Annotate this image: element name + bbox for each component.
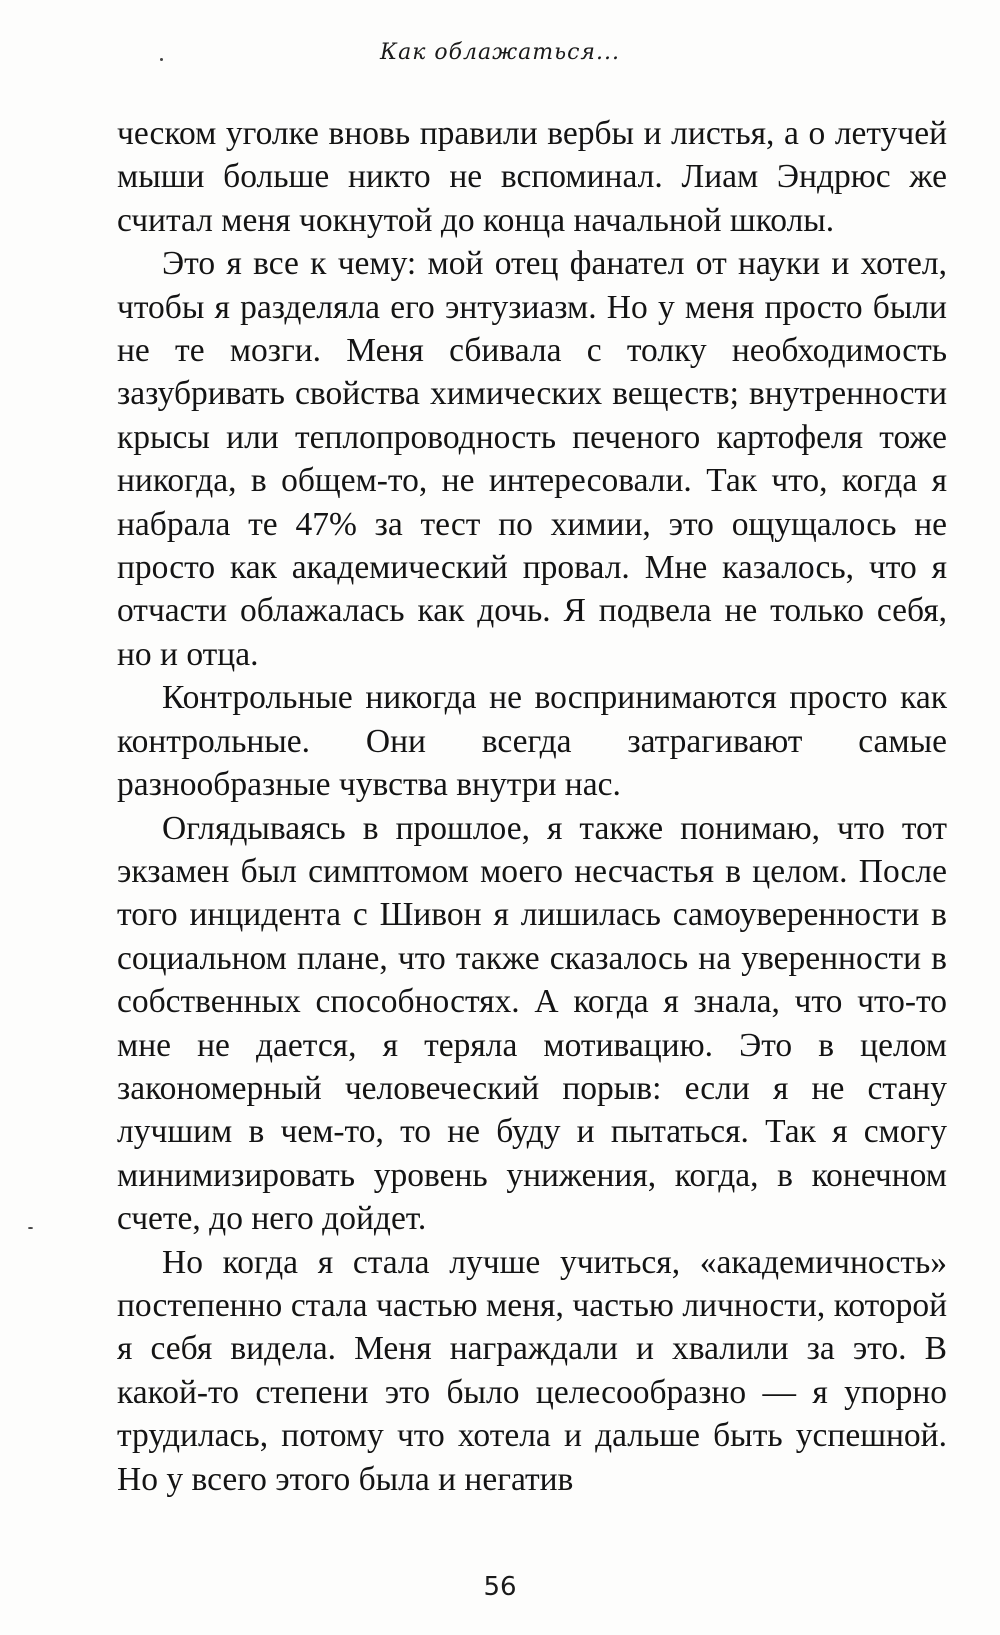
body-text	[117, 112, 947, 1501]
page-number: 56	[483, 1572, 517, 1602]
paragraph: Контрольные никогда не воспринимаются просто как контрольные. Они всегда затрагивают самые разнообразные чувства внутри нас.	[117, 679, 947, 804]
paragraph: ческом уголке вновь правили вербы и листья, а о летучей мыши больше никто не вспоминал. Лиам Эндрюс же считал меня чокнутой до конца начальной школы.	[117, 115, 947, 239]
paragraph: Но когда я стала лучше учиться, «академичность» постепенно стала частью меня, частью личности, которой я себя видела. Меня награждали и хвалили за это. В какой-то степени это было целесообразно — я упорно трудилась, потому что хотела и дальше быть успешной. Но у всего этого была и негатив	[117, 1243, 947, 1498]
running-head: Как облажаться...	[380, 40, 620, 65]
print-speck	[28, 1227, 33, 1229]
paragraph: Это я все к чему: мой отец фанател от науки и хотел, чтобы я разделяла его энтузиазм. Но у меня просто были не те мозги. Меня сбивала с толку необходимость зазубривать свойства химических веществ; внутренности крысы или теплопроводность печеного картофеля тоже никогда, в общем-то, не интересовали. Так что, когда я набрала те 47% за тест по химии, это ощущалось не просто как академический провал. Мне казалось, что я отчасти облажалась как дочь. Я подвела не только себя, но и отца.	[117, 245, 947, 673]
paragraph: Оглядываясь в прошлое, я также понимаю, что тот экзамен был симптомом моего несчастья в целом. После того инцидента с Шивон я лишилась самоуверенности в социальном плане, что также сказалось на уверенности в собственных способностях. А когда я знала, что что-то мне не дается, я теряла мотивацию. Это в целом закономерный человеческий порыв: если я не стану лучшим в чем-то, то не буду и пытаться. Так я смогу минимизировать уровень унижения, когда, в конечном счете, до него дойдет.	[117, 809, 947, 1238]
print-speck	[160, 58, 163, 61]
